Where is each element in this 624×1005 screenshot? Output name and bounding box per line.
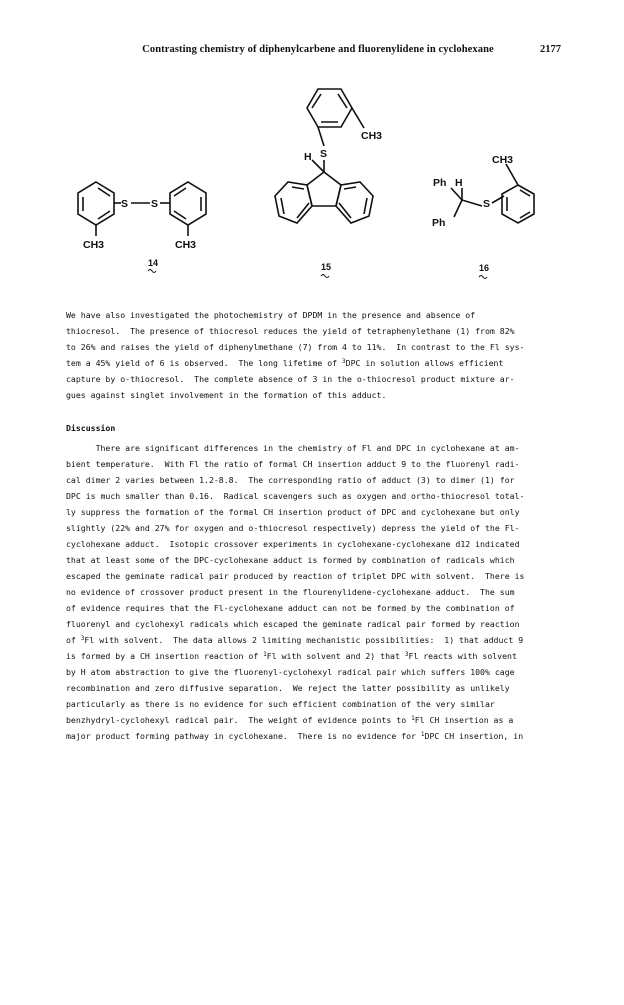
text-line: We have also investigated the photochemistry of DPDM in the presence and absence of — [66, 310, 476, 320]
text-line: tem a 45% yield of 6 is observed. The long lifetime of $^3$DPC in solution allows efficient — [66, 358, 504, 368]
s16-sulfur: S — [483, 198, 491, 210]
running-header-title: Contrasting chemistry of diphenylcarbene and fluorenylidene in cyclohexane — [142, 44, 494, 55]
tilde-14 — [148, 270, 156, 273]
page-number: 2177 — [540, 44, 561, 55]
text-line: slightly (22% and 27% for oxygen and o-thiocresol respectively) depress the yield of the Fl- — [66, 523, 520, 533]
s16-hydrogen: H — [455, 177, 463, 189]
structure-14 — [78, 182, 206, 236]
paragraph-photochemistry — [66, 307, 564, 403]
compound-label-14: 14 — [148, 258, 159, 268]
text-line: recombination and zero diffusive separation. We reject the latter possibility as unlikely — [66, 683, 510, 693]
tilde-15 — [321, 275, 329, 278]
compound-label-15: 15 — [321, 262, 332, 272]
text-line: DPC is much smaller than 0.16. Radical scavengers such as oxygen and ortho-thiocresol total- — [66, 491, 525, 501]
paragraph-discussion — [66, 440, 564, 744]
s14-sulfur-2: S — [151, 198, 159, 210]
text-line: of $^3$Fl with solvent. The data allows 2 limiting mechanistic possibilities: 1) that adduct 9 — [66, 635, 524, 645]
text-line: escaped the geminate radical pair produced by reaction of triplet DPC with solvent. There is — [66, 571, 525, 581]
s15-hydrogen: H — [304, 151, 312, 163]
text-line: particularly as there is no evidence for such efficient combination of the very similar — [66, 699, 495, 709]
text-line: cal dimer 2 varies between 1.2-8.8. The corresponding ratio of adduct (3) to dimer (1) for — [66, 475, 515, 485]
fluorene-left-ring — [275, 182, 312, 223]
s16-phenyl-bottom: Ph — [432, 217, 446, 229]
text-line: no evidence of crossover product present in the flourenylidene-cyclohexane adduct. The sum — [66, 587, 515, 597]
text-line: major product forming pathway in cyclohexane. There is no evidence for $^1$DPC CH insertion, in — [66, 731, 524, 741]
text-line: cyclohexane adduct. Isotopic crossover experiments in cyclohexane-cyclohexane d12 indicated — [66, 539, 520, 549]
text-line: bient temperature. With Fl the ratio of formal CH insertion adduct 9 to the fluorenyl radi- — [66, 459, 520, 469]
text-line: is formed by a CH insertion reaction of $^1$Fl with solvent and 2) that $^3$Fl reacts with solvent — [66, 651, 517, 661]
text-line: to 26% and raises the yield of diphenylmethane (7) from 4 to 11%. In contrast to the Fl sys- — [66, 342, 525, 352]
tilde-16 — [479, 276, 487, 279]
s14-methyl-right: CH3 — [175, 239, 197, 251]
text-line: gues against singlet involvement in the formation of this adduct. — [66, 390, 387, 400]
s15-methyl: CH3 — [361, 130, 383, 142]
s15-sulfur: S — [320, 148, 328, 160]
text-line: capture by o-thiocresol. The complete absence of 3 in the o-thiocresol product mixture ar- — [66, 374, 515, 384]
text-line: that at least some of the DPC-cyclohexane adduct is formed by combination of radicals which — [66, 555, 515, 565]
s16-methyl: CH3 — [492, 154, 514, 166]
s14-methyl-left: CH3 — [83, 239, 105, 251]
chemical-structures-figure — [0, 0, 624, 300]
text-line: by H atom abstraction to give the fluorenyl-cyclohexyl radical pair which suffers 100% cage — [66, 667, 515, 677]
text-line: thiocresol. The presence of thiocresol reduces the yield of tetraphenylethane (1) from 82% — [66, 326, 515, 336]
s14-sulfur-1: S — [121, 198, 129, 210]
text-line: ly suppress the formation of the formal CH insertion product of DPC and cyclohexane but only — [66, 507, 520, 517]
section-heading-discussion: Discussion — [66, 423, 116, 433]
text-line: There are significant differences in the chemistry of Fl and DPC in cyclohexane at am- — [66, 443, 520, 453]
s16-phenyl-top: Ph — [433, 177, 447, 189]
structure-16 — [451, 164, 534, 223]
five-membered-ring — [307, 172, 341, 206]
fluorene-right-ring — [336, 182, 373, 223]
compound-label-16: 16 — [479, 263, 490, 273]
text-line: of evidence requires that the Fl-cyclohexane adduct can not be formed by the combination of — [66, 603, 515, 613]
text-line: fluorenyl and cyclohexyl radicals which escaped the geminate radical pair formed by reaction — [66, 619, 520, 629]
text-line: benzhydryl-cyclohexyl radical pair. The weight of evidence points to $^1$Fl CH insertion as a — [66, 715, 514, 725]
